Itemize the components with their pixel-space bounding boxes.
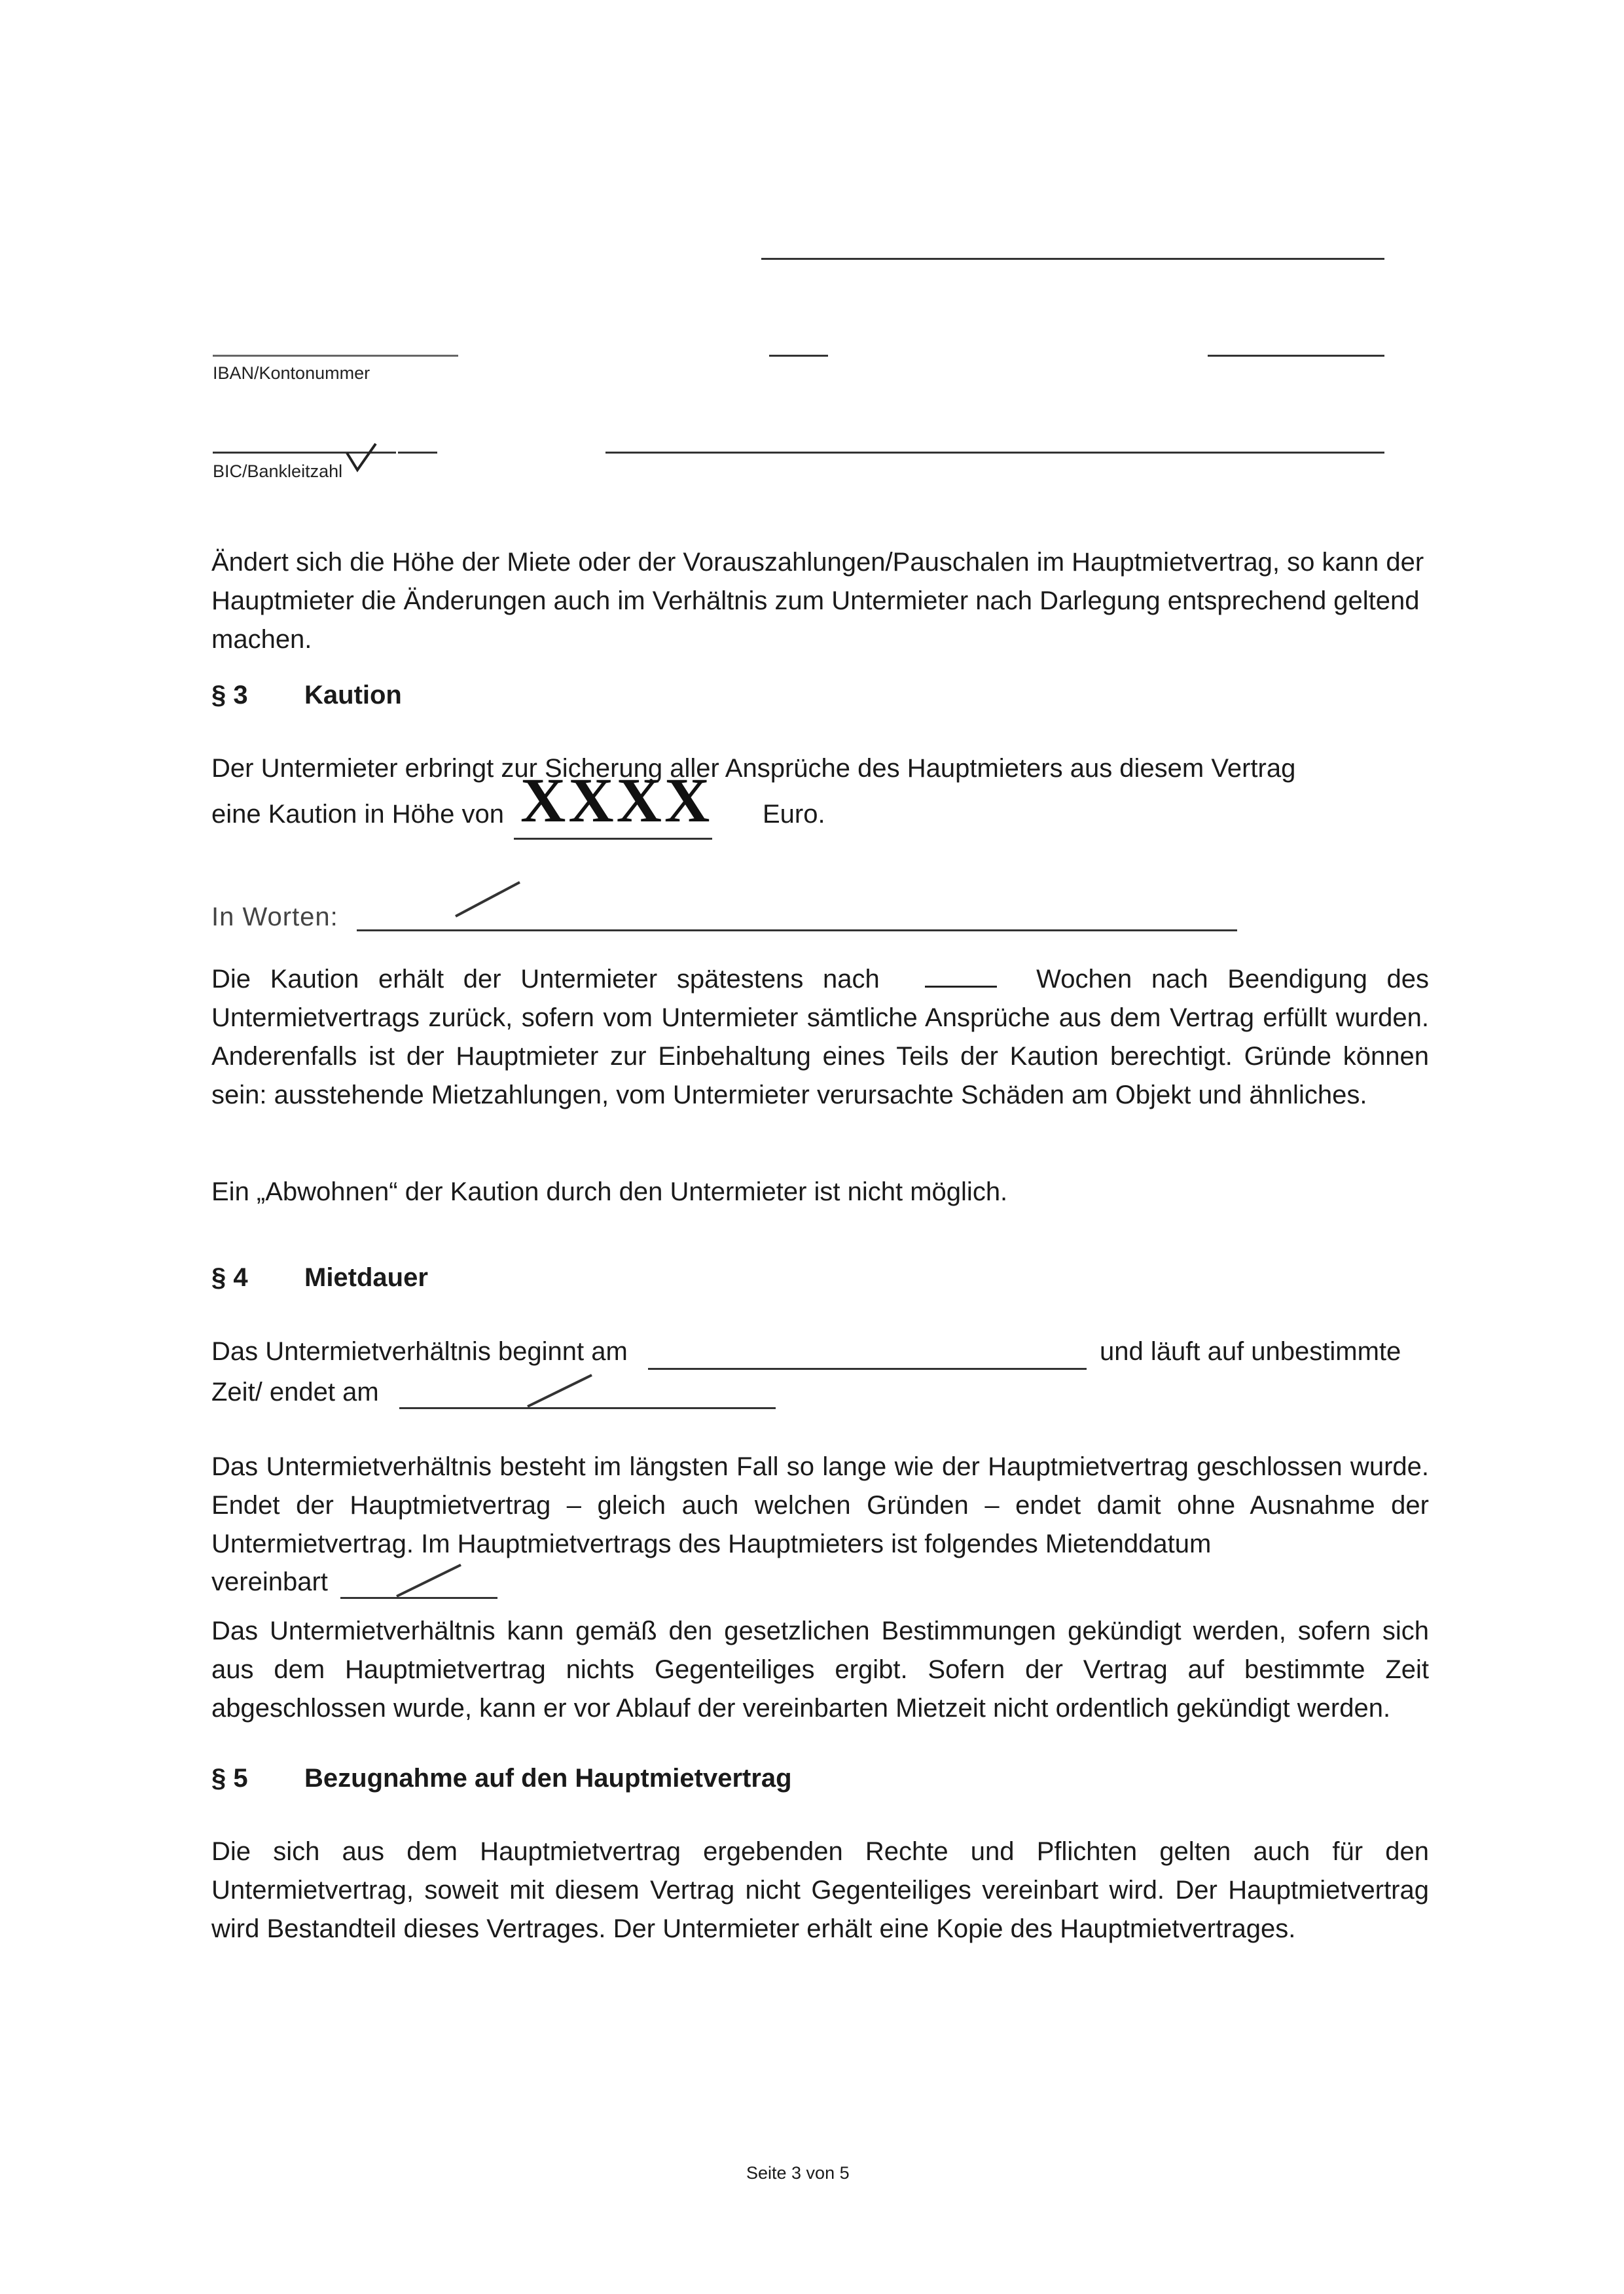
indefinite-label: und läuft auf unbestimmte: [1100, 1337, 1401, 1366]
top-right-line: [761, 258, 1384, 260]
iban-line-right: [1208, 355, 1384, 357]
section3-line1: Der Untermieter erbringt zur Sicherung aller Ansprüche des Hauptmieters aus diesem Vertrag: [211, 754, 1296, 783]
kaution-amount-line: [514, 838, 712, 840]
section4-paragraph2: Das Untermietverhältnis besteht im längsten Fall so lange wie der Hauptmietvertrag geschlossen wurde. Endet der Hauptmietvertrag – gleich auch welchen Gründen – endet damit ohne Ausnahme der Untermietvertrag. Im Hauptmietvertrags des Hauptmieters ist folgendes Mietenddatum: [211, 1452, 1429, 1558]
bic-line-mid: [398, 452, 437, 454]
pen-stroke-icon: [452, 877, 524, 923]
agreed-label: vereinbart: [211, 1568, 328, 1596]
bic-line-right: [605, 452, 1384, 454]
section5-paragraph: Die sich aus dem Hauptmietvertrag ergebenden Rechte und Pflichten gelten auch für den Untermietvertrag, soweit mit diesem Vertrag nicht Gegenteiliges vereinbart wird. Der Hauptmietvertrag wird Bestandteil dieses Vertrages. Der Untermieter erhält eine Kopie des Hauptmietvertrages.: [211, 1837, 1429, 1943]
checkmark-pen-icon: [342, 440, 381, 479]
section4-paragraph3: Das Untermietverhältnis kann gemäß den gesetzlichen Bestimmungen gekündigt werden, sofern sich aus dem Hauptmietvertrag nichts Gegenteiliges ergibt. Sofern der Vertrag auf bestimmte Zeit abgeschlossen wurde, kann er vor Ablauf der vereinbarten Mietzeit nicht ordentlich gekündigt werden.: [211, 1617, 1429, 1723]
section5-title: Bezugnahme auf den Hauptmietvertrag: [304, 1764, 792, 1793]
iban-line-left: [213, 355, 458, 357]
in-words-label: In Worten:: [211, 903, 338, 931]
bic-label: BIC/Bankleitzahl: [213, 461, 343, 481]
iban-label: IBAN/Kontonummer: [213, 363, 370, 383]
kaution-return-paragraph: [211, 960, 1429, 1115]
abwohnen-sentence: Ein „Abwohnen“ der Kaution durch den Untermieter ist nicht möglich.: [211, 1177, 1008, 1206]
begin-date-line: [648, 1368, 1087, 1370]
weeks-blank: [925, 973, 997, 988]
pen-stroke-icon: [393, 1561, 465, 1600]
section4-title: Mietdauer: [304, 1263, 428, 1292]
in-words-line: [357, 929, 1237, 931]
section3-number: § 3: [211, 681, 248, 709]
section3-line2-prefix: eine Kaution in Höhe von: [211, 800, 504, 829]
section5-number: § 5: [211, 1764, 248, 1793]
kaution-currency: Euro.: [763, 800, 825, 829]
iban-line-mid: [769, 355, 828, 357]
section3-title: Kaution: [304, 681, 402, 709]
kaution-return-prefix: Die Kaution erhält der Untermieter spätestens nach: [211, 965, 880, 994]
kaution-amount: XXXX: [520, 765, 713, 835]
section4-number: § 4: [211, 1263, 248, 1292]
page-number: Seite 3 von 5: [746, 2163, 850, 2183]
pen-stroke-icon: [524, 1371, 596, 1410]
intro-paragraph: Ändert sich die Höhe der Miete oder der Vorauszahlungen/Pauschalen im Hauptmietvertrag, so kann der Hauptmieter die Änderungen auch im Verhältnis zum Untermieter nach Darlegung entsprechend geltend machen.: [211, 548, 1424, 654]
begins-label: Das Untermietverhältnis beginnt am: [211, 1337, 628, 1366]
kaution-return-rest: Wochen nach Beendigung des Untermietvertrags zurück, sofern vom Untermieter sämtliche Ansprüche aus dem Vertrag erfüllt wurden. Anderenfalls ist der Hauptmieter zur Einbehaltung eines Teils der Kaution berechtigt. Gründe können sein: ausstehende Mietzahlungen, vom Untermieter verursachte Schäden am Objekt und ähnliches.: [211, 965, 1429, 1109]
ends-label: Zeit/ endet am: [211, 1378, 379, 1407]
